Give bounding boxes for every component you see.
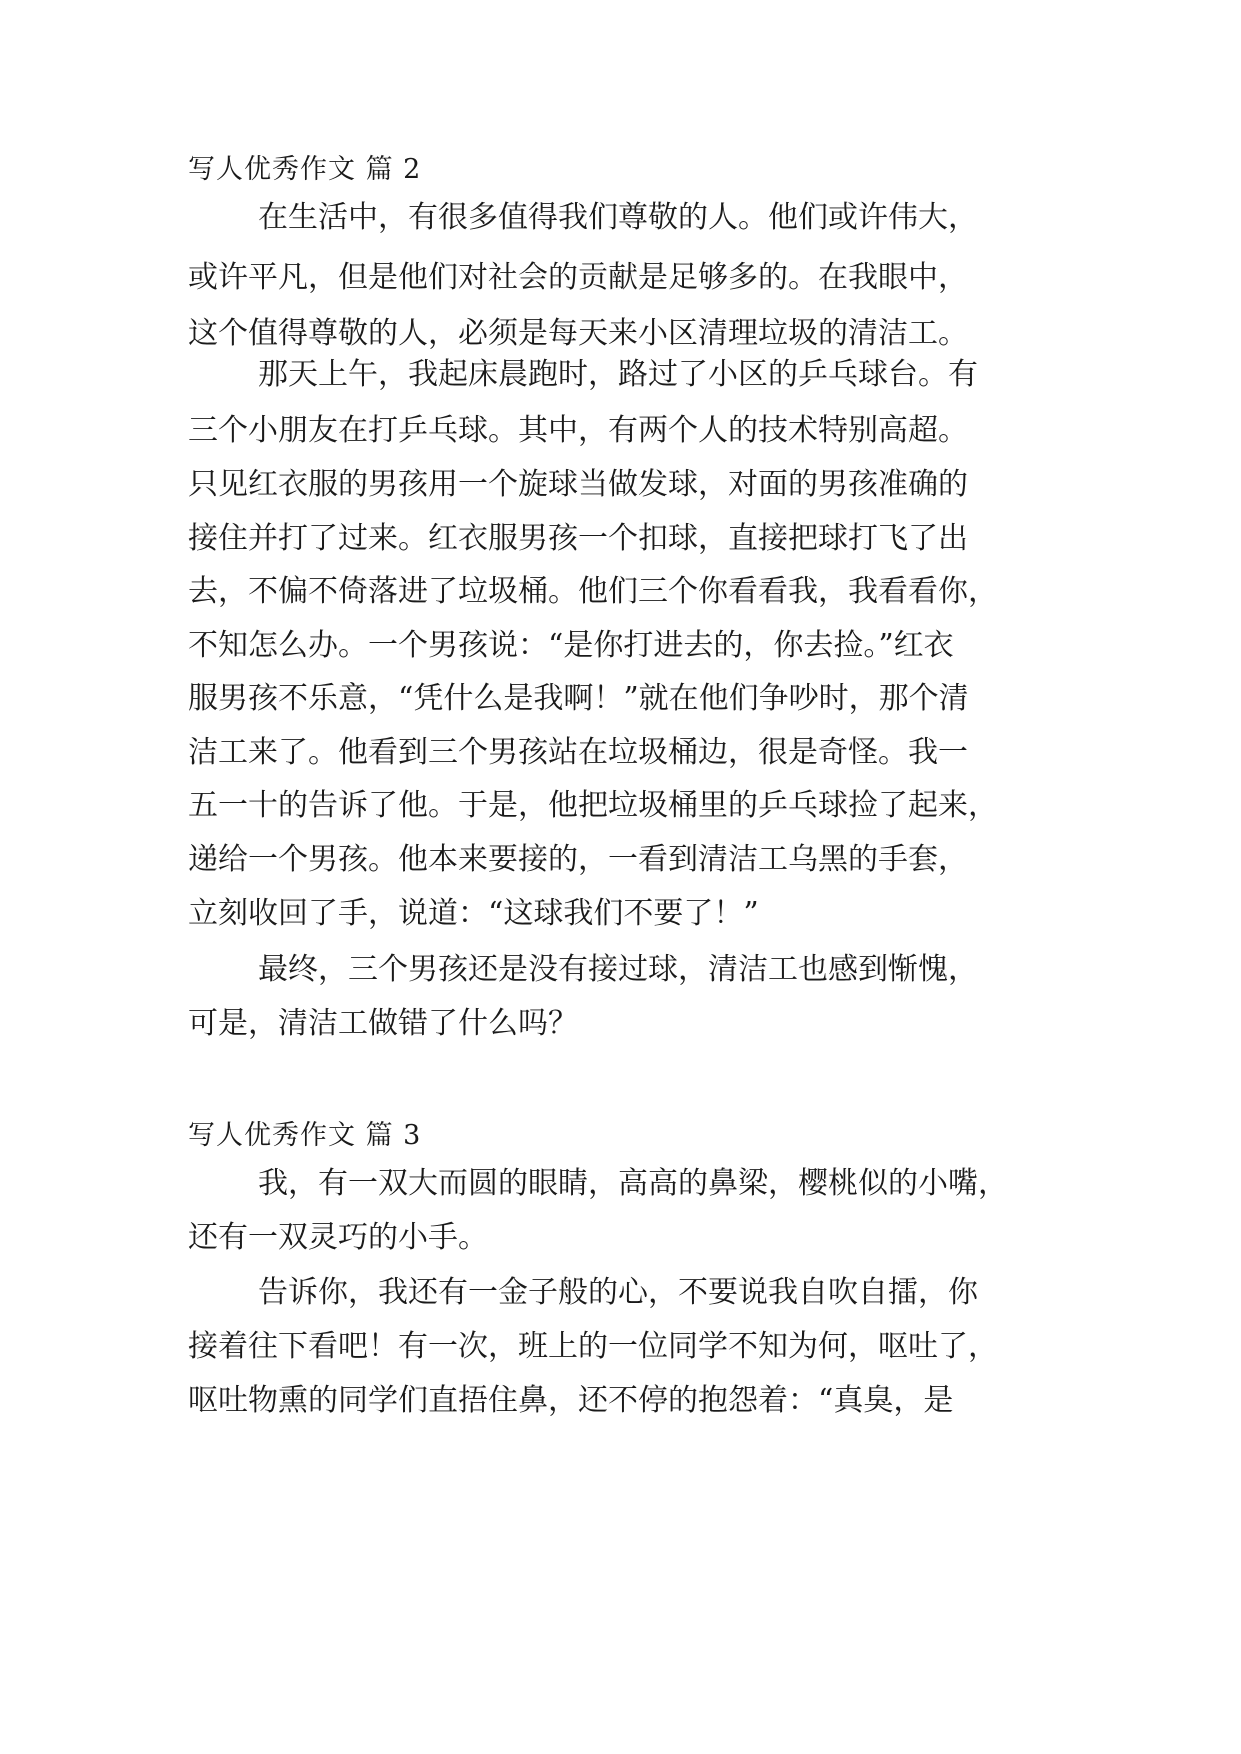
section-2-line: 这个值得尊敬的人，必须是每天来小区清理垃圾的清洁工。 [188,316,968,351]
section-2-heading: 写人优秀作文 篇 2 [188,154,422,185]
section-3-line: 接着往下看吧！有一次，班上的一位同学不知为何，呕吐了， [188,1329,998,1364]
section-2-line: 立刻收回了手，说道：“这球我们不要了！” [188,896,759,931]
section-2-line: 接住并打了过来。红衣服男孩一个扣球，直接把球打飞了出 [188,521,968,556]
section-2-line: 只见红衣服的男孩用一个旋球当做发球，对面的男孩准确的 [188,467,968,502]
section-2-line: 在生活中，有很多值得我们尊敬的人。他们或许伟大， [258,200,978,235]
section-2-line: 三个小朋友在打乒乓球。其中，有两个人的技术特别高超。 [188,413,968,448]
section-2-line: 服男孩不乐意，“凭什么是我啊！”就在他们争吵时，那个清 [188,681,969,716]
section-2-line: 不知怎么办。一个男孩说：“是你打进去的，你去捡。”红衣 [188,628,954,663]
section-2-line: 递给一个男孩。他本来要接的，一看到清洁工乌黑的手套， [188,842,968,877]
section-2-line: 五一十的告诉了他。于是，他把垃圾桶里的乒乓球捡了起来， [188,788,998,823]
section-3-line: 还有一双灵巧的小手。 [188,1220,488,1255]
section-2-line: 洁工来了。他看到三个男孩站在垃圾桶边，很是奇怪。我一 [188,735,968,770]
section-3-line: 呕吐物熏的同学们直捂住鼻，还不停的抱怨着：“真臭，是 [188,1383,954,1418]
section-2-line: 去，不偏不倚落进了垃圾桶。他们三个你看看我，我看看你， [188,574,998,609]
section-2-line: 那天上午，我起床晨跑时，路过了小区的乒乓球台。有 [258,357,978,392]
section-3-heading: 写人优秀作文 篇 3 [188,1120,422,1151]
section-3-line: 告诉你，我还有一金子般的心，不要说我自吹自擂，你 [258,1275,978,1310]
section-2-line: 最终，三个男孩还是没有接过球，清洁工也感到惭愧， [258,952,978,987]
section-2-line: 可是，清洁工做错了什么吗？ [188,1006,578,1041]
section-3-line: 我，有一双大而圆的眼睛，高高的鼻梁，樱桃似的小嘴， [258,1166,1008,1201]
section-2-line: 或许平凡，但是他们对社会的贡献是足够多的。在我眼中， [188,260,968,295]
